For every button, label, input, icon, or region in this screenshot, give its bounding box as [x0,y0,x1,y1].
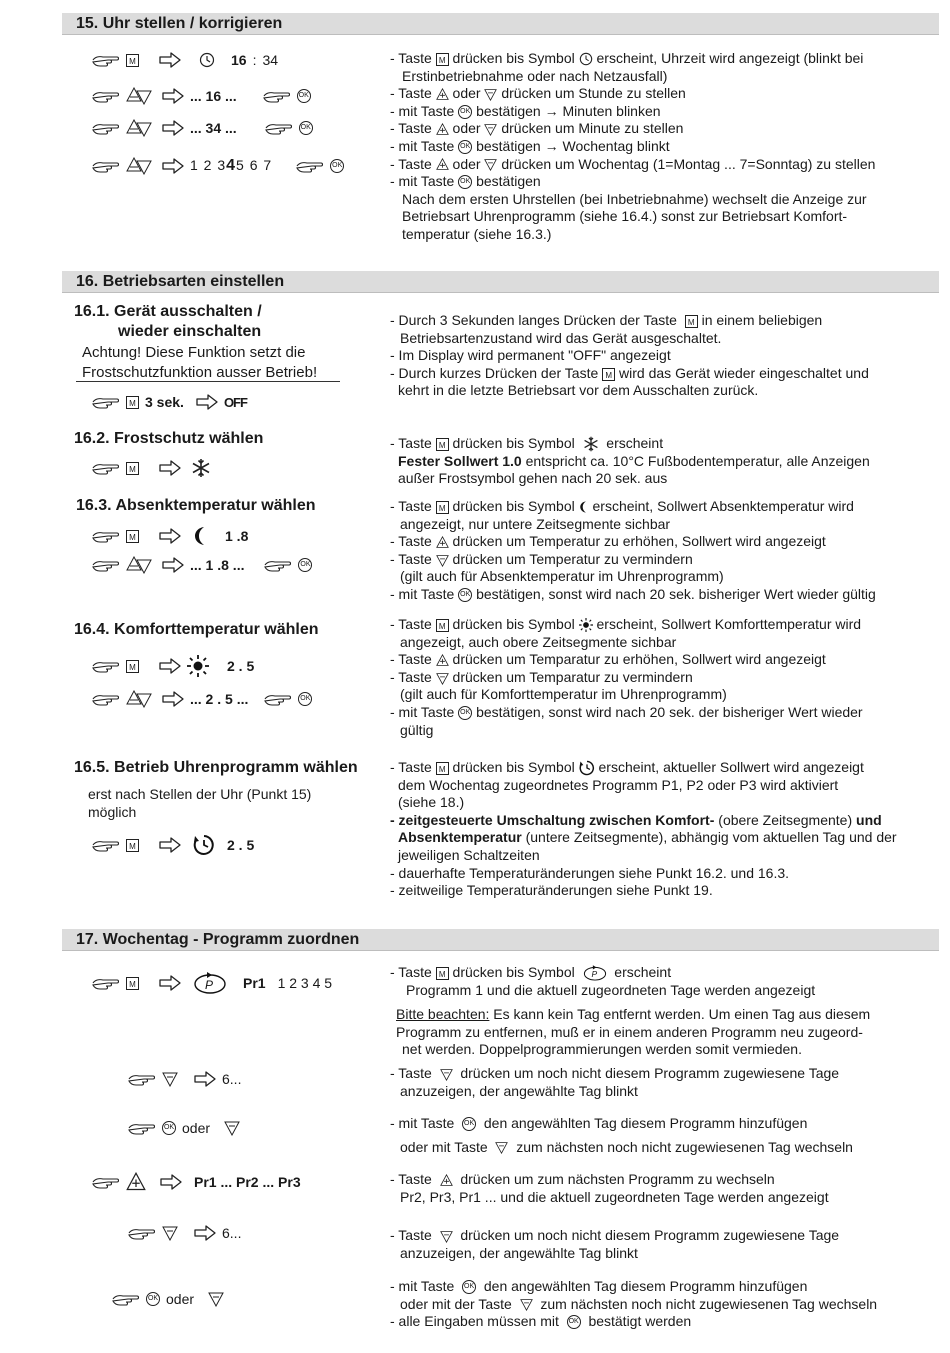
s16-3-step-2 [92,556,312,574]
program-p-icon [193,972,227,994]
ok-key-icon: OK [567,1315,581,1329]
s15-step-2 [92,87,311,105]
m-key-icon: M [126,54,139,67]
s17-e-line-1: - Taste drücken um noch nicht diesem Programm zugewiesene Tage [390,1227,840,1243]
s17-b-line-1: - Taste drücken um noch nicht diesem Programm zugewiesene Tage [390,1065,840,1081]
s16-5-line-5: Absenktemperatur (untere Zeitsegmente), abhängig vom aktuellen Tag und der [398,829,897,846]
hand-icon [92,460,120,476]
s17-c-line-1: - mit Taste OK den angewählten Tag diesem Programm hinzufügen [390,1115,808,1131]
down-key-icon [484,158,497,171]
s16-5-line-8: - zeitweilige Temperaturänderungen siehe Punkt 19. [390,882,713,899]
time-sep: : [252,52,257,68]
s16-4-line-2: angezeigt, auch obere Zeitsegmente sichbar [400,633,677,650]
down-key-icon [484,88,497,101]
ok-key-icon: OK [330,159,344,173]
m-key-icon: M [126,462,139,475]
s16-4-line-4: - Taste drücken um Temparatur zu vermindern [390,668,693,685]
six-display: 6... [222,1071,242,1087]
s16-3-line-1: - Taste M drücken bis Symbol erscheint, Sollwert Absenktemperatur wird [390,498,854,514]
s17-f-line-3: - alle Eingaben müssen mit OK bestätigt werden [390,1313,692,1330]
up-key-icon [436,536,449,549]
arrow-right-icon [160,1174,182,1190]
arrow-right-icon [159,52,181,68]
s16-5-line-2: dem Wochentag zugeordnetes Programm P1, P2 oder P3 wird aktiviert [398,776,839,793]
s16-4-description [390,616,863,739]
s16-5-description [390,759,897,900]
snowflake-icon [191,458,211,478]
arrow-right-icon [159,460,181,476]
weekday-active: 4 [226,157,237,174]
program-clock-icon [193,834,215,856]
s17-desc-6 [390,1278,877,1331]
down-key-icon [440,1230,453,1243]
s17-line-1: - Taste M drücken bis Symbol erscheint [390,964,672,980]
s16-1-warning-a: Achtung! Diese Funktion setzt die [82,344,306,361]
s17-step-3 [128,1120,240,1136]
section-16-header [62,271,939,293]
s15-line-3: - Taste oder drücken um Stunde zu stellen [390,85,686,102]
m-key-icon: M [126,396,139,409]
s16-1-line-3: - Im Display wird permanent "OFF" angezeigt [390,347,671,364]
s16-2-description [390,435,870,488]
s15-step-4 [92,157,344,175]
hand-icon [264,691,292,707]
s16-4-step-2 [92,690,312,708]
s16-4-blink: ... 2 . 5 ... [190,691,249,707]
s16-2-title: 16.2. Frostschutz wählen [74,430,264,447]
up-down-icon [126,556,152,574]
s15-step-3 [92,119,313,137]
s15-line-7: - Taste oder drücken um Wochentag (1=Montag ... 7=Sonntag) zu stellen [390,155,876,172]
s16-1-title-a: 16.1. Gerät ausschalten / [74,303,262,320]
s16-5-note-b: möglich [88,804,137,820]
clock-icon [579,52,593,66]
s17-d-line-1: - Taste drücken um zum nächsten Programm zu wechseln [390,1171,775,1187]
weekdays-c: 5 6 7 [236,157,273,173]
ok-key-icon: OK [462,1117,476,1131]
s17-step-4 [92,1172,301,1192]
s16-3-description [390,498,876,604]
s16-4-line-5: (gilt auch für Komforttemperatur im Uhrenprogramm) [400,686,727,703]
s16-1-warning-b: Frostschutzfunktion ausser Betrieb! [82,364,318,381]
s16-1-description [390,312,869,400]
s16-5-line-3: (siehe 18.) [398,794,465,811]
s16-1-line-1: - Durch 3 Sekunden langes Drücken der Taste M in einem beliebigen [390,312,823,328]
arrow-right-icon [162,158,184,174]
s15-line-10: Betriebsart Uhrenprogramm (siehe 16.4.) sonst zur Betriebsart Komfort- [402,208,848,225]
s17-step-2 [128,1071,241,1087]
down-key-icon [162,1071,178,1087]
arrow-right-icon [162,120,184,136]
oder-label: oder [182,1120,211,1136]
program-clock-icon [579,760,595,776]
s16-3-step-1 [92,526,248,546]
s16-5-value: 2 . 5 [227,837,255,853]
m-key-icon: M [685,315,698,328]
ok-key-icon: OK [462,1280,476,1294]
s15-line-1: - Taste M drücken bis Symbol erscheint, Uhrzeit wird angezeigt (blinkt bei [390,50,864,66]
hand-icon [128,1071,156,1087]
off-display: OFF [223,394,247,410]
ok-key-icon: OK [458,706,472,720]
hand-icon [92,158,120,174]
ok-key-icon: OK [299,121,313,135]
m-key-icon: M [436,53,449,66]
s16-3-line-5: (gilt auch für Absenktemperatur im Uhrenprogramm) [400,568,724,585]
hand-icon [92,120,120,136]
s17-note [396,1006,870,1059]
minute-blink: ... 34 ... [190,120,237,136]
s15-description [390,50,875,244]
s16-1-line-2: Betriebsartenzustand wird das Gerät ausgeschaltet. [400,329,722,346]
s15-line-2: Erstinbetriebnahme oder nach Netzausfall) [402,67,668,84]
moon-icon [193,526,209,546]
s17-step-1 [92,972,332,994]
down-key-icon [162,1225,178,1241]
hand-icon [92,528,120,544]
weekdays-display [190,157,272,175]
hand-icon [92,975,120,991]
ok-key-icon: OK [297,89,311,103]
pr1-days: 1 2 3 4 5 [277,975,333,991]
s16-4-line-6: - mit Taste OK bestätigen, sonst wird nach 20 sek. der bisheriger Wert wieder [390,703,863,720]
ok-key-icon: OK [298,558,312,572]
up-key-icon [440,1174,453,1187]
divider [76,381,340,382]
s15-line-6: - mit Taste OK bestätigen → Wochentag blinkt [390,137,670,154]
s17-b-line-2: anzuzeigen, der angewählte Tag blinkt [400,1082,638,1099]
hand-icon [296,158,324,174]
s17-f-line-1: - mit Taste OK den angewählten Tag diesem Programm hinzufügen [390,1278,808,1294]
s16-3-value: 1 .8 [225,528,249,544]
s16-2-line-3: außer Frostsymbol gehen nach 20 sek. aus [398,470,668,487]
hand-icon [264,557,292,573]
s16-1-sek: 3 sek. [145,394,184,410]
m-key-icon: M [436,967,449,980]
hand-icon [128,1120,156,1136]
time-minute: 34 [262,52,279,68]
hand-icon [92,691,120,707]
hand-icon [92,88,120,104]
up-key-icon [436,654,449,667]
down-key-icon [436,672,449,685]
s15-step-1 [92,52,278,68]
arrow-right-icon [194,1071,216,1087]
ok-key-icon: OK [146,1292,160,1306]
m-key-icon: M [436,762,449,775]
m-key-icon: M [436,619,449,632]
arrow-right-icon [159,528,181,544]
section-15-header [62,13,939,35]
up-down-icon [126,87,152,105]
snowflake-icon [583,436,599,452]
down-key-icon [208,1291,224,1307]
arrow-right-icon [159,837,181,853]
m-key-icon: M [436,501,449,514]
down-key-icon [520,1298,533,1311]
s17-step-6 [112,1291,224,1307]
hand-icon [92,658,120,674]
weekdays-a: 1 2 3 [190,157,227,173]
hand-icon [92,1174,120,1190]
section-15-title: 15. Uhr stellen / korrigieren [76,15,283,32]
down-key-icon [484,123,497,136]
ok-key-icon: OK [458,588,472,602]
hand-icon [265,120,293,136]
m-key-icon: M [126,839,139,852]
m-key-icon: M [126,660,139,673]
s16-1-title-b: wieder einschalten [118,323,262,340]
time-hour: 16 [231,52,247,68]
s17-e-line-2: anzuzeigen, der angewählte Tag blinkt [400,1244,638,1261]
program-p-icon [583,965,607,981]
hand-icon [92,837,120,853]
pr1-label: Pr1 [243,975,266,991]
arrow-right-icon [194,1225,216,1241]
clock-icon [199,52,215,68]
hand-icon [128,1225,156,1241]
arrow-right-icon [162,88,184,104]
section-17-title: 17. Wochentag - Programm zuordnen [76,931,360,948]
s16-4-step-1 [92,655,254,677]
s16-1-line-5: kehrt in die letzte Betriebsart vor dem Ausschalten zurück. [398,382,759,399]
down-key-icon [440,1068,453,1081]
arrow-right-icon [159,975,181,991]
down-key-icon [224,1120,240,1136]
hand-icon [92,52,120,68]
s17-d-line-2: Pr2, Pr3, Pr1 ... und die aktuell zugeordneten Tage werden angezeigt [400,1188,829,1205]
s16-5-line-4: - zeitgesteuerte Umschaltung zwischen Komfort- (obere Zeitsegmente) und [390,811,882,828]
s17-note-line-2: Programm zu entfernen, muß er in einem anderen Programm neu zugeord- [396,1023,863,1040]
up-down-icon [126,157,152,175]
ok-key-icon: OK [458,105,472,119]
s16-4-line-7: gültig [400,721,434,738]
s17-desc-5 [390,1227,839,1262]
m-key-icon: M [126,530,139,543]
section-17-header [62,929,939,951]
s17-desc-3 [390,1115,853,1156]
s15-line-4: - mit Taste OK bestätigen → Minuten blinken [390,102,661,119]
s16-1-line-4: - Durch kurzes Drücken der Taste M wird das Gerät wieder eingeschaltet und [390,364,869,381]
arrow-right-icon [162,557,184,573]
oder-label: oder [166,1291,195,1307]
s16-3-line-3: - Taste drücken um Temperatur zu erhöhen, Sollwert wird angezeigt [390,533,826,550]
section-16-title: 16. Betriebsarten einstellen [76,273,285,290]
ok-key-icon: OK [458,175,472,189]
s16-5-line-6: jeweiligen Schaltzeiten [398,846,540,863]
arrow-right-icon [196,394,218,410]
s17-note-line-1: Bitte beachten: Es kann kein Tag entfernt werden. Um einen Tag aus diesem [396,1006,871,1022]
s16-5-line-7: - dauerhafte Temperaturänderungen siehe Punkt 16.2. und 16.3. [390,864,790,881]
s16-5-note-a: erst nach Stellen der Uhr (Punkt 15) [88,786,312,802]
s16-3-blink: ... 1 .8 ... [190,557,245,573]
s17-desc-4 [390,1171,829,1206]
hand-icon [112,1291,140,1307]
ok-key-icon: OK [298,692,312,706]
ok-key-icon: OK [458,140,472,154]
down-key-icon [436,554,449,567]
s17-line-2: Programm 1 und die aktuell zugeordneten Tage werden angezeigt [406,981,816,998]
s17-desc-2 [390,1065,839,1100]
hour-blink: ... 16 ... [190,88,237,104]
hand-icon [92,557,120,573]
s15-line-9: Nach dem ersten Uhrstellen (bei Inbetriebnahme) wechselt die Anzeige zur [402,190,867,207]
s16-3-line-6: - mit Taste OK bestätigen, sonst wird nach 20 sek. bisheriger Wert wieder gültig [390,585,876,602]
s17-desc-1 [390,964,815,999]
s16-5-line-1: - Taste M drücken bis Symbol erscheint, aktueller Sollwert wird angezeigt [390,759,864,775]
s17-step-5 [128,1225,241,1241]
arrow-right-icon [162,691,184,707]
down-key-icon [495,1141,508,1154]
up-down-icon [126,690,152,708]
s15-line-11: temperatur (siehe 16.3.) [402,225,552,242]
up-down-icon [126,119,152,137]
s16-4-line-3: - Taste drücken um Temparatur zu erhöhen, Sollwert wird angezeigt [390,651,826,668]
hand-icon [263,88,291,104]
up-key-icon [436,88,449,101]
s16-3-title: 16.3. Absenktemperatur wählen [76,497,316,514]
s16-5-title: 16.5. Betrieb Uhrenprogramm wählen [74,759,358,776]
up-key-icon [436,158,449,171]
s16-5-step [92,834,254,856]
m-key-icon: M [602,368,615,381]
s16-4-title: 16.4. Komforttemperatur wählen [74,621,319,638]
sun-icon [579,618,593,632]
s17-c-line-2: oder mit Taste zum nächsten noch nicht zugewiesenen Tag wechseln [400,1138,853,1155]
s17-note-line-3: net werden. Doppelprogrammierungen werden somit vermieden. [402,1041,802,1058]
s15-line-5: - Taste oder drücken um Minute zu stellen [390,120,684,137]
s16-2-line-2: Fester Sollwert 1.0 entspricht ca. 10°C Fußbodentemperatur, alle Anzeigen [398,452,870,469]
s15-line-8: - mit Taste OK bestätigen [390,173,541,190]
s16-4-line-1: - Taste M drücken bis Symbol erscheint, Sollwert Komforttemperatur wird [390,616,862,632]
s16-3-line-4: - Taste drücken um Temperatur zu vermindern [390,550,693,567]
six-display: 6... [222,1225,242,1241]
ok-key-icon: OK [162,1121,176,1135]
s16-2-line-1: - Taste M drücken bis Symbol erscheint [390,435,664,451]
s16-2-step [92,458,211,478]
hand-icon [92,394,120,410]
program-cycle: Pr1 ... Pr2 ... Pr3 [194,1174,301,1190]
s16-1-step [92,394,247,410]
m-key-icon: M [126,977,139,990]
up-key-icon [126,1172,146,1192]
sun-icon [187,655,209,677]
m-key-icon: M [436,438,449,451]
s16-4-value: 2 . 5 [227,658,255,674]
s16-3-line-2: angezeigt, nur untere Zeitsegmente sichbar [400,515,671,532]
up-key-icon [436,123,449,136]
s17-f-line-2: oder mit der Taste zum nächsten noch nicht zugewiesenen Tag wechseln [400,1295,878,1312]
moon-icon [579,500,589,514]
arrow-right-icon [159,658,181,674]
